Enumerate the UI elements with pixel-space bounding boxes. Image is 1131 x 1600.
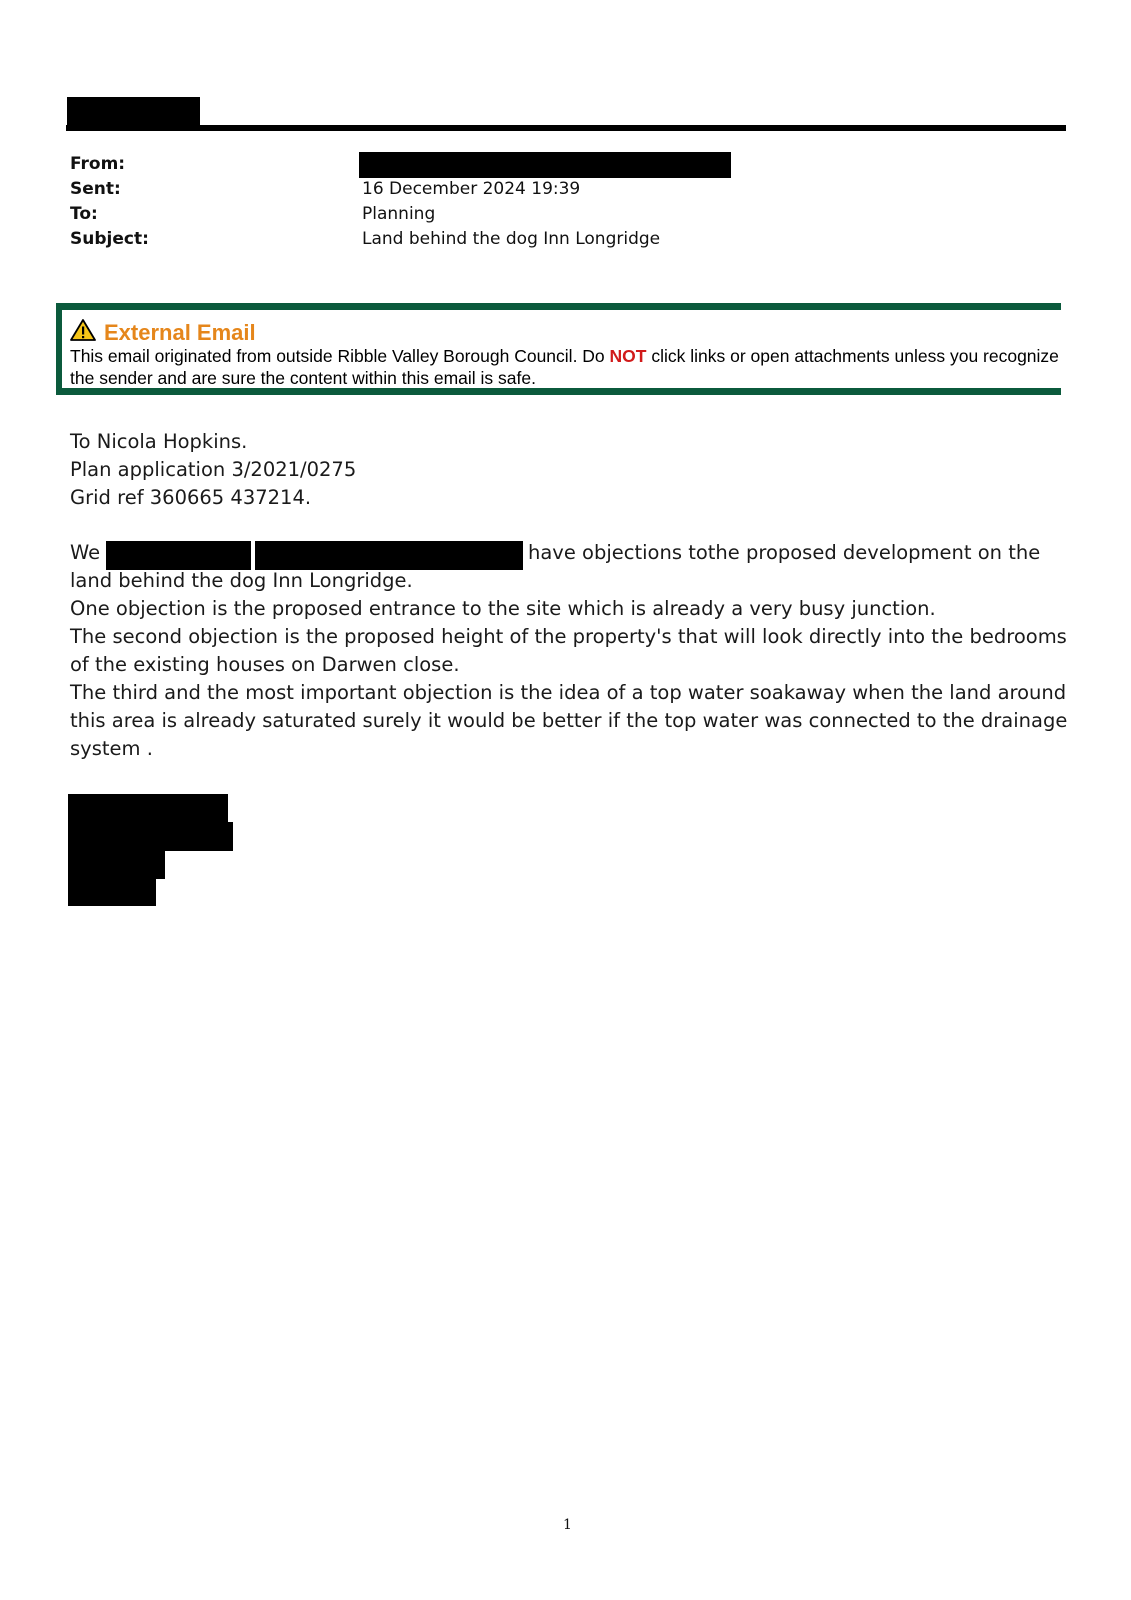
redacted-signature-3: [68, 850, 165, 879]
warning-triangle-icon: [70, 318, 96, 348]
plan-application: Plan application 3/2021/0275: [70, 458, 357, 481]
banner-title: [70, 318, 256, 348]
paragraph-3-line1: The second objection is the proposed height of the property's that will look directly into the bedrooms: [70, 625, 1067, 648]
paragraph-4-line2: this area is already saturated surely it would be better if the top water was connected to the drainage: [70, 709, 1068, 732]
salutation: To Nicola Hopkins.: [70, 430, 248, 453]
banner-title-text: External Email: [104, 320, 256, 345]
subject-value: Land behind the dog Inn Longridge: [362, 229, 661, 249]
redacted-signature-2: [68, 822, 233, 851]
grid-ref: Grid ref 360665 437214.: [70, 486, 312, 509]
redacted-title: [67, 97, 200, 127]
to-label: To:: [70, 204, 98, 224]
page-number: 1: [563, 1517, 572, 1533]
paragraph-1-start: We: [70, 541, 101, 564]
redacted-signature-4: [68, 877, 156, 906]
banner-text-emphasis: NOT: [609, 346, 647, 366]
from-label: From:: [70, 154, 126, 174]
sent-value: 16 December 2024 19:39: [362, 179, 581, 199]
redacted-signature-1: [68, 794, 228, 824]
header-rule: [66, 125, 1066, 131]
paragraph-4-line3: system .: [70, 737, 153, 760]
redacted-name-1: [106, 541, 251, 570]
banner-text-before: This email originated from outside Ribble Valley Borough Council. Do: [70, 346, 610, 366]
to-value: Planning: [362, 204, 436, 224]
redacted-sender: [359, 152, 731, 178]
banner-message: [70, 345, 1070, 389]
paragraph-4-line1: The third and the most important objection is the idea of a top water soakaway when the land around: [70, 681, 1067, 704]
subject-label: Subject:: [70, 229, 149, 249]
sent-label: Sent:: [70, 179, 121, 199]
paragraph-2: One objection is the proposed entrance to the site which is already a very busy junction.: [70, 597, 936, 620]
paragraph-1-line2: land behind the dog Inn Longridge.: [70, 569, 413, 592]
banner-text-after: click links or open attachments unless you recognize the sender and are sure the content within this email is safe.: [70, 346, 1059, 388]
paragraph-3-line2: of the existing houses on Darwen close.: [70, 653, 460, 676]
redacted-name-2: [255, 541, 523, 570]
paragraph-1-rest: have objections tothe proposed development on the: [528, 541, 1041, 564]
